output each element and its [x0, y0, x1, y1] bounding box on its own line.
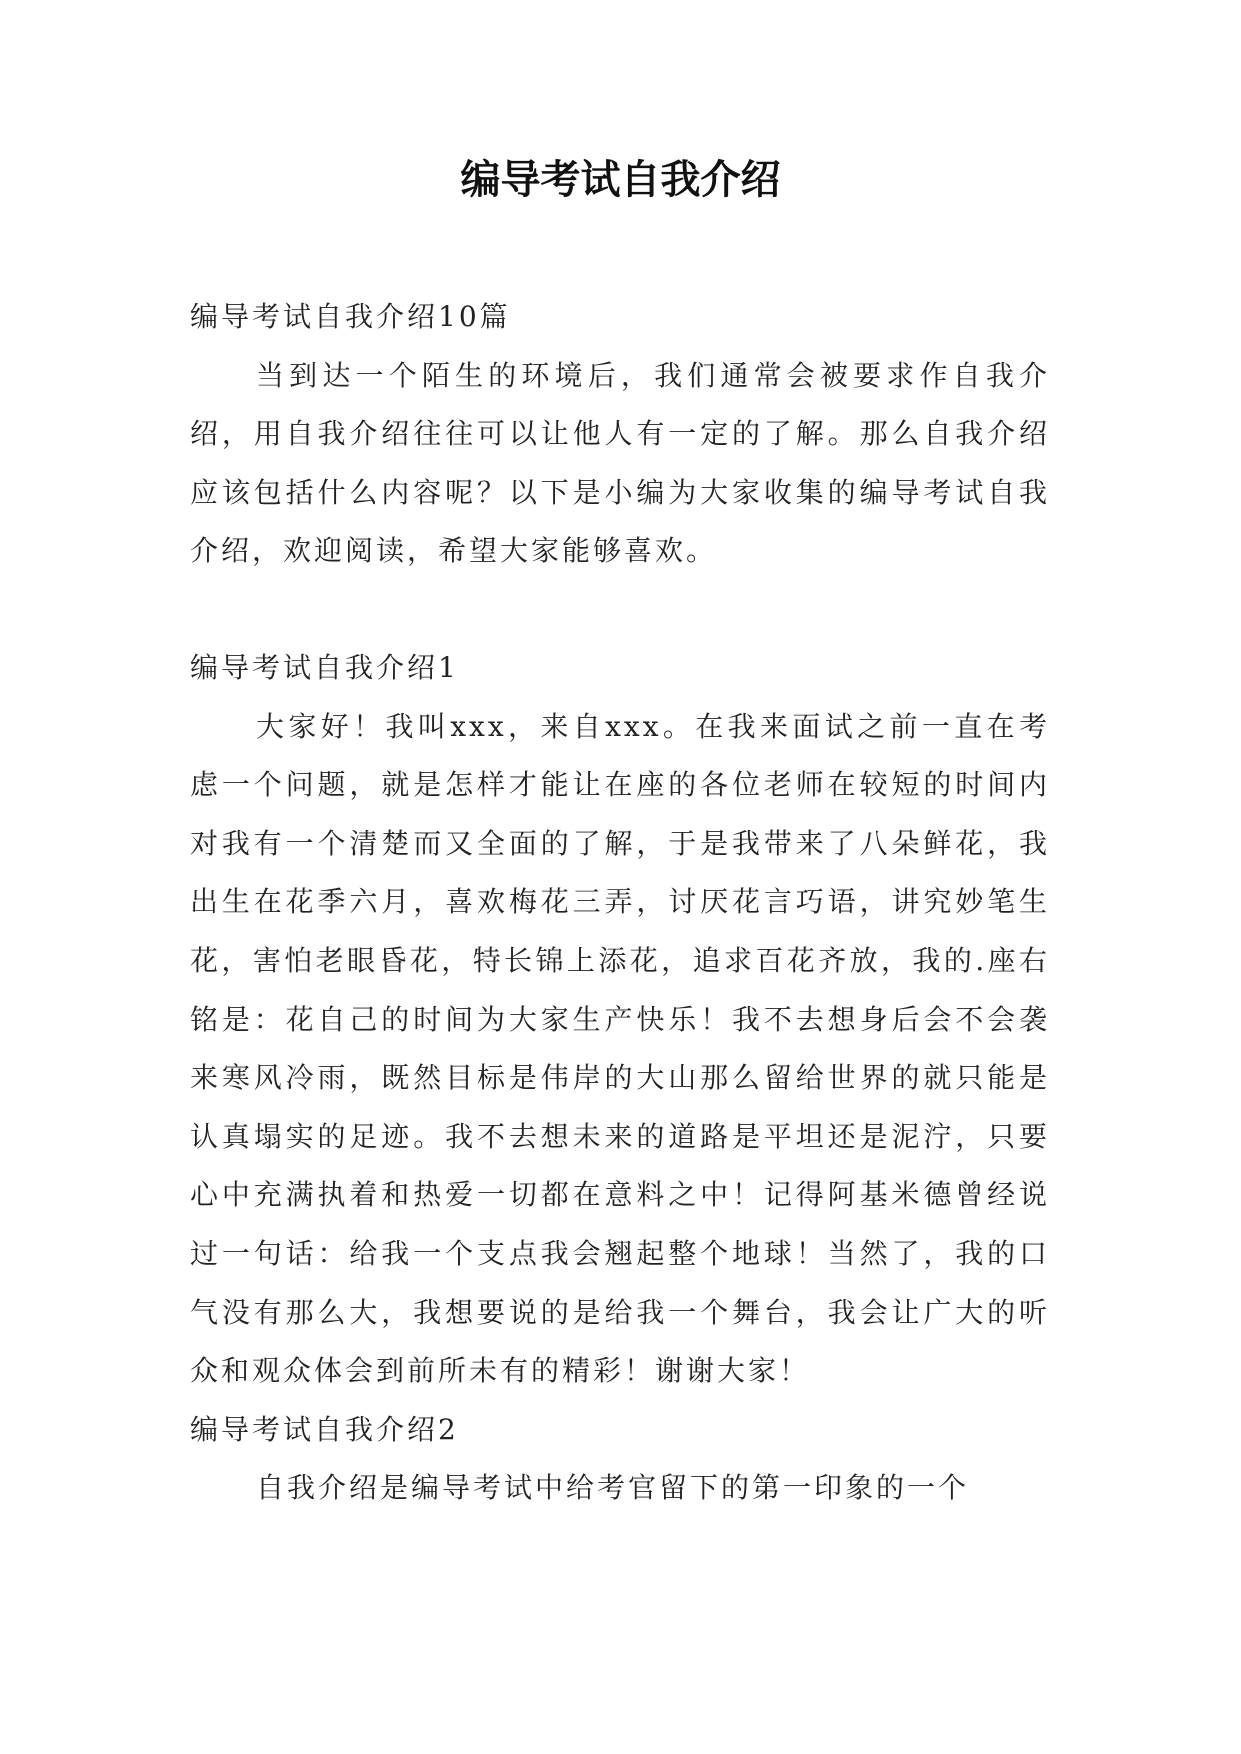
section-heading: 编导考试自我介绍1	[190, 650, 459, 684]
body-paragraph: 自我介绍是编导考试中给考官留下的第一印象的一个	[256, 1471, 970, 1505]
document-body	[190, 288, 1050, 1518]
paragraph-gap	[190, 581, 1050, 639]
body-paragraph: 大家好！我叫xxx，来自xxx。在我来面试之前一直在考虑一个问题，就是怎样才能让在座的各位老师在较短的时间内对我有一个清楚而又全面的了解，于是我带来了八朵鲜花，我出生在花季六月，喜欢梅花三弄，讨厌花言巧语，讲究妙笔生花，害怕老眼昏花，特长锦上添花，追求百花齐放，我的.座右铭是：花自己的时间为大家生产快乐！我不去想身后会不会袭来寒风冷雨，既然目标是伟岸的大山那么留给世界的就只能是认真塌实的足迹。我不去想未来的道路是平坦还是泥泞，只要心中充满执着和热爱一切都在意料之中！记得阿基米德曾经说过一句话：给我一个支点我会翘起整个地球！当然了，我的口气没有那么大，我想要说的是给我一个舞台，我会让广大的听众和观众体会到前所未有的精彩！谢谢大家！	[190, 709, 1050, 1388]
document-title: 编导考试自我介绍	[460, 157, 781, 203]
intro-paragraph: 当到达一个陌生的环境后，我们通常会被要求作自我介绍，用自我介绍往往可以让他人有一定的了解。那么自我介绍应该包括什么内容呢？以下是小编为大家收集的编导考试自我介绍，欢迎阅读，希望大家能够喜欢。	[190, 358, 1050, 568]
section-heading: 编导考试自我介绍2	[190, 1412, 459, 1446]
section-heading: 编导考试自我介绍10篇	[190, 300, 511, 333]
